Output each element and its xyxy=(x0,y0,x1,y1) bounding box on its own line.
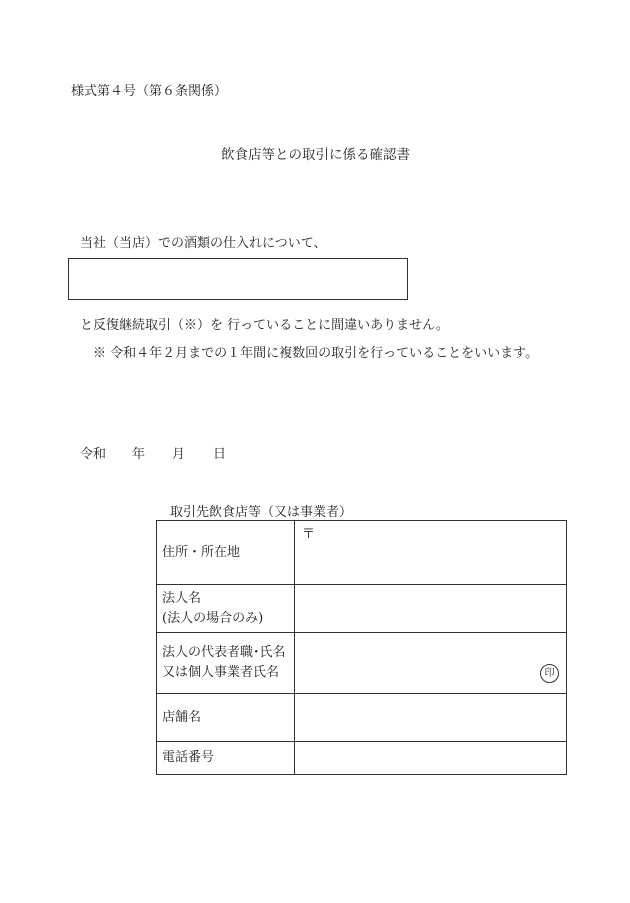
row-corporate-name xyxy=(157,585,567,633)
date-day-label: 日 xyxy=(213,447,227,462)
representative-label-line1: 法人の代表者職･氏名 xyxy=(162,645,286,660)
phone-label: 電話番号 xyxy=(157,742,295,775)
document-title: 飲食店等との取引に係る確認書 xyxy=(221,147,410,163)
row-address xyxy=(157,521,567,585)
row-representative xyxy=(157,633,567,694)
date-era: 令和 xyxy=(80,447,107,462)
note-text: ※ 令和４年２月までの１年間に複数回の取引を行っていることをいいます。 xyxy=(93,346,539,361)
corporate-name-label-line1: 法人名 xyxy=(162,590,202,606)
representative-label-line2: 又は個人事業者氏名 xyxy=(162,665,280,680)
date-year-label: 年 xyxy=(132,447,146,462)
phone-field[interactable] xyxy=(295,742,567,775)
postal-mark-icon: 〒 xyxy=(302,527,316,542)
representative-field[interactable] xyxy=(295,633,567,694)
corporate-name-label xyxy=(157,585,295,633)
address-field[interactable] xyxy=(295,521,567,585)
table-caption: 取引先飲食店等（又は事業者） xyxy=(170,505,353,520)
corporate-name-field[interactable] xyxy=(295,585,567,633)
intro-text: 当社（当店）での酒類の仕入れについて、 xyxy=(80,236,327,251)
store-name-label: 店舗名 xyxy=(157,694,295,742)
party-info-table xyxy=(156,520,567,775)
supplier-name-box[interactable] xyxy=(68,258,408,300)
form-number: 様式第４号（第６条関係） xyxy=(71,84,228,99)
row-phone xyxy=(157,742,567,775)
representative-label xyxy=(157,633,295,694)
row-store-name xyxy=(157,694,567,742)
store-name-field[interactable] xyxy=(295,694,567,742)
date-month-label: 月 xyxy=(172,447,186,462)
seal-icon: 印 xyxy=(540,664,559,683)
address-label: 住所・所在地 xyxy=(157,521,295,585)
date-line xyxy=(80,443,226,462)
corporate-name-label-line2: (法人の場合のみ) xyxy=(162,610,264,626)
statement-text: と反復継続取引（※）を 行っていることに間違いありません。 xyxy=(80,318,449,333)
